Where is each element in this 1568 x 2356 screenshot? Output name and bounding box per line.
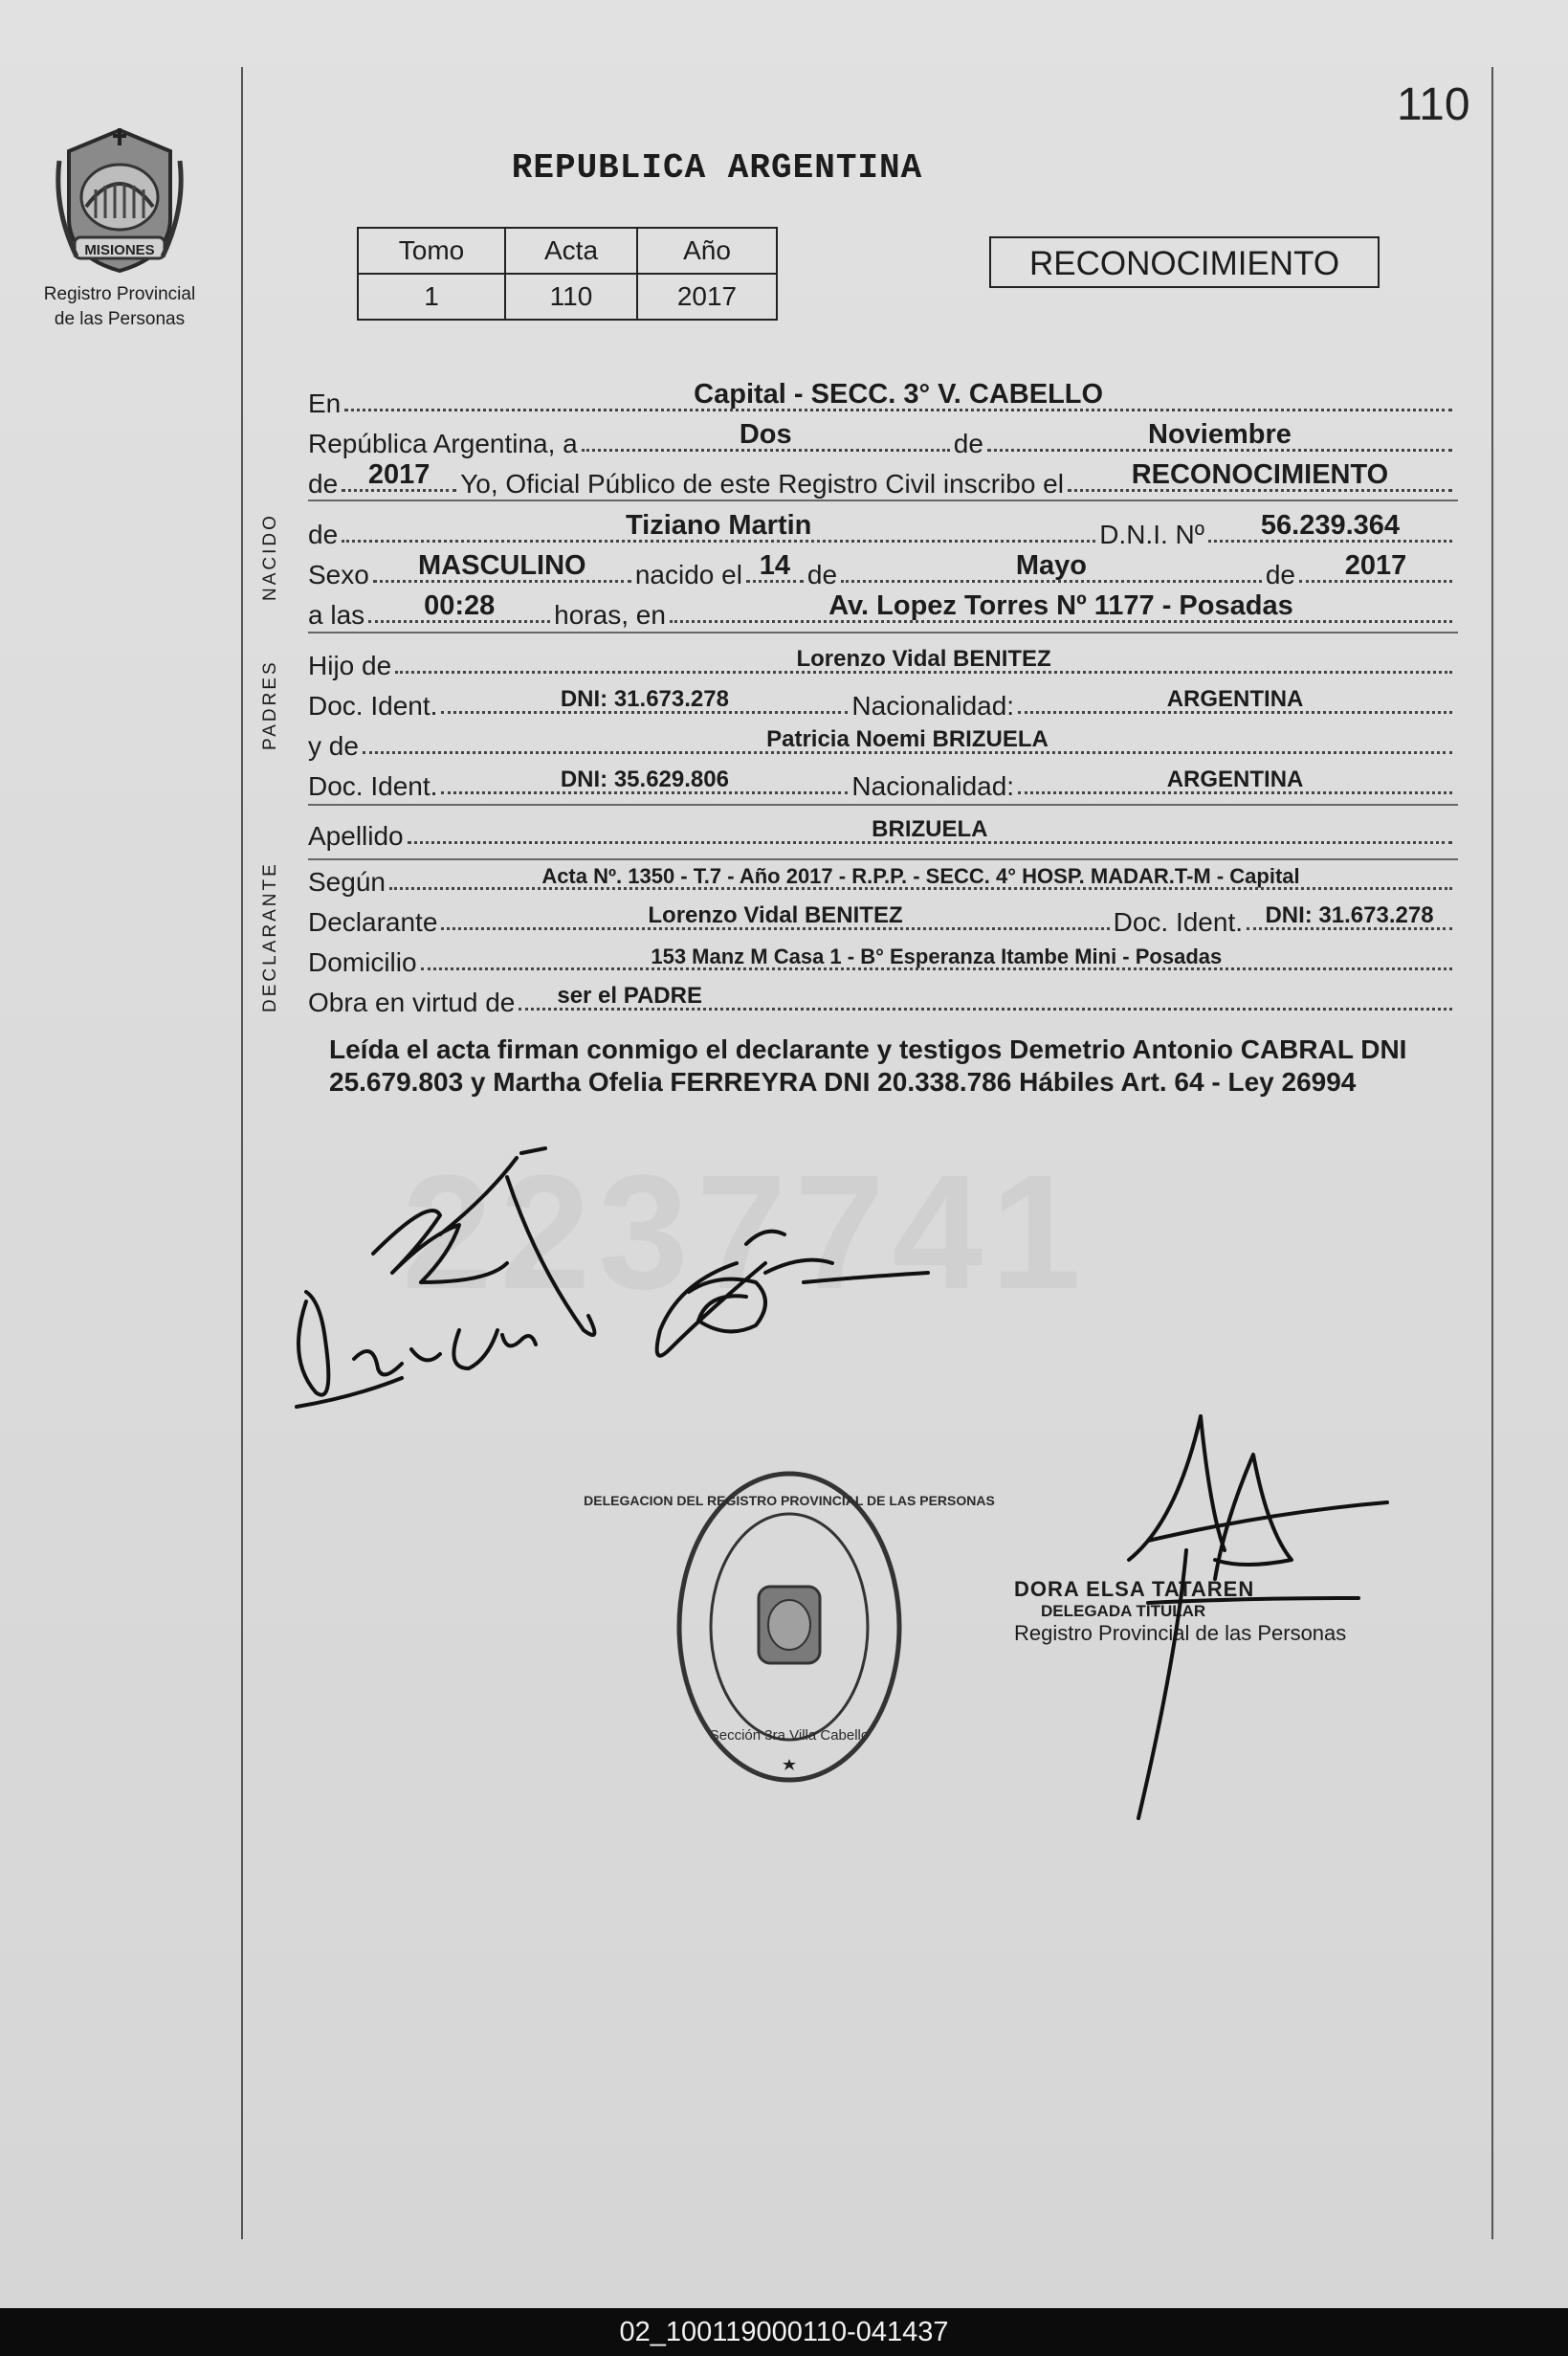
official-signature bbox=[1033, 1407, 1397, 1828]
of-label-1: de bbox=[953, 429, 983, 458]
republic-label: República Argentina, a bbox=[308, 429, 578, 458]
father-name-value: Lorenzo Vidal BENITEZ bbox=[796, 646, 1051, 672]
footer-code: 02_100119000110-041437 bbox=[0, 2308, 1568, 2356]
right-margin-line bbox=[1491, 67, 1493, 2239]
dni-label: D.N.I. Nº bbox=[1099, 520, 1204, 549]
record-kind-value: RECONOCIMIENTO bbox=[1131, 459, 1389, 490]
of-label-4: de bbox=[806, 560, 838, 589]
svg-text:MISIONES: MISIONES bbox=[84, 242, 155, 258]
nationality-label: Nacionalidad: bbox=[851, 691, 1015, 721]
officer-row bbox=[308, 461, 1456, 500]
document-title: REPUBLICA ARGENTINA bbox=[511, 148, 923, 188]
day-value: Dos bbox=[739, 419, 792, 450]
of-label-5: de bbox=[1265, 560, 1295, 589]
page-number: 110 bbox=[1397, 79, 1470, 130]
of-label-3: de bbox=[308, 520, 339, 549]
and-of-label: y de bbox=[308, 731, 359, 761]
left-margin-line bbox=[241, 67, 243, 2239]
doc-label: Doc. Ident. bbox=[308, 691, 438, 721]
child-dni-value: 56.239.364 bbox=[1260, 510, 1401, 541]
year-value: 2017 bbox=[367, 459, 431, 490]
header-acta: Acta bbox=[505, 228, 637, 274]
section-label-declarant: DECLARANTE bbox=[260, 861, 280, 1012]
of-label-2: de bbox=[308, 469, 339, 499]
address-value: 153 Manz M Casa 1 - B° Esperanza Itambe Mini - Posadas bbox=[651, 945, 1223, 968]
stamp-outer-text: DELEGACION DEL REGISTRO PROVINCIAL DE LAS PERSONAS bbox=[584, 1493, 995, 1508]
surname-value: BRIZUELA bbox=[872, 816, 988, 842]
birth-year-value: 2017 bbox=[1344, 550, 1407, 581]
registry-caption-1: Registro Provincial bbox=[43, 284, 196, 304]
closing-text: Leída el acta firman conmigo el declarante y testigos Demetrio Antonio CABRAL DNI 25.679.803 y Martha Ofelia FERREYRA DNI 20.338.786 Hábiles Art. 64 - Ley 26994 bbox=[329, 1034, 1407, 1097]
father-nationality-value: ARGENTINA bbox=[1166, 686, 1304, 712]
mother-nationality-value: ARGENTINA bbox=[1166, 767, 1304, 792]
header-year: Año bbox=[637, 228, 777, 274]
acting-row bbox=[308, 980, 1456, 1018]
stamp-inner-text: Sección 3ra Villa Cabello bbox=[709, 1727, 870, 1744]
value-tomo: 1 bbox=[358, 274, 505, 320]
official-role: DELEGADA TITULAR bbox=[1041, 1602, 1206, 1620]
declarant-value: Lorenzo Vidal BENITEZ bbox=[648, 902, 903, 928]
birth-day-value: 14 bbox=[759, 550, 791, 581]
officer-text: Yo, Oficial Público de este Registro Civil inscribo el bbox=[460, 469, 1064, 499]
section-label-parents: PADRES bbox=[260, 659, 280, 750]
witness-signatures bbox=[268, 1139, 957, 1426]
surname-row bbox=[308, 813, 1456, 852]
child-of-label: Hijo de bbox=[308, 651, 392, 680]
signature-cabral bbox=[297, 1292, 536, 1407]
sex-label: Sexo bbox=[308, 560, 369, 589]
doc-label: Doc. Ident. bbox=[1113, 907, 1243, 937]
registry-stamp bbox=[584, 1464, 995, 1789]
record-type-box: RECONOCIMIENTO bbox=[989, 236, 1380, 288]
section-label-born: NACIDO bbox=[260, 513, 280, 601]
father-doc-value: DNI: 31.673.278 bbox=[560, 686, 729, 712]
child-name-value: Tiziano Martin bbox=[625, 510, 812, 541]
birth-month-value: Mayo bbox=[1015, 550, 1088, 581]
surname-label: Apellido bbox=[308, 821, 404, 851]
signature-ferreyra bbox=[657, 1232, 928, 1356]
according-value: Acta Nº. 1350 - T.7 - Año 2017 - R.P.P. - SECC. 4° HOSP. MADAR.T-M - Capital bbox=[541, 864, 1300, 888]
according-label: Según bbox=[308, 867, 386, 897]
reference-table bbox=[357, 227, 778, 321]
declarant-label: Declarante bbox=[308, 907, 438, 937]
acting-value: ser el PADRE bbox=[557, 983, 702, 1009]
address-label: Domicilio bbox=[308, 947, 417, 977]
place-label: En bbox=[308, 389, 342, 418]
acting-label: Obra en virtud de bbox=[308, 988, 516, 1017]
birth-time-value: 00:28 bbox=[424, 590, 496, 621]
value-year: 2017 bbox=[637, 274, 777, 320]
background-watermark: 2237741 bbox=[402, 1142, 1089, 1323]
stamp-emblem-icon bbox=[759, 1587, 820, 1663]
official-office: Registro Provincial de las Personas bbox=[1014, 1621, 1347, 1645]
header-tomo: Tomo bbox=[358, 228, 505, 274]
value-acta: 110 bbox=[505, 274, 637, 320]
mother-doc-row bbox=[308, 764, 1456, 802]
signature-declarant bbox=[373, 1148, 594, 1335]
month-value: Noviembre bbox=[1148, 419, 1292, 450]
place-value: Capital - SECC. 3° V. CABELLO bbox=[694, 379, 1104, 410]
at-label: a las bbox=[308, 600, 365, 630]
mother-name-value: Patricia Noemi BRIZUELA bbox=[766, 726, 1049, 752]
doc-label: Doc. Ident. bbox=[308, 771, 438, 801]
born-on-label: nacido el bbox=[634, 560, 742, 589]
nationality-label: Nacionalidad: bbox=[851, 771, 1015, 801]
registry-caption-2: de las Personas bbox=[54, 309, 186, 329]
time-place-row bbox=[308, 592, 1456, 631]
sex-value: MASCULINO bbox=[418, 550, 586, 581]
official-name: DORA ELSA TATAREN bbox=[1014, 1577, 1255, 1601]
declarant-doc-value: DNI: 31.673.278 bbox=[1265, 902, 1434, 928]
birth-place-value: Av. Lopez Torres Nº 1177 - Posadas bbox=[828, 590, 1293, 621]
hours-in-label: horas, en bbox=[554, 600, 666, 630]
mother-doc-value: DNI: 35.629.806 bbox=[560, 767, 729, 792]
province-emblem-icon bbox=[48, 122, 191, 276]
